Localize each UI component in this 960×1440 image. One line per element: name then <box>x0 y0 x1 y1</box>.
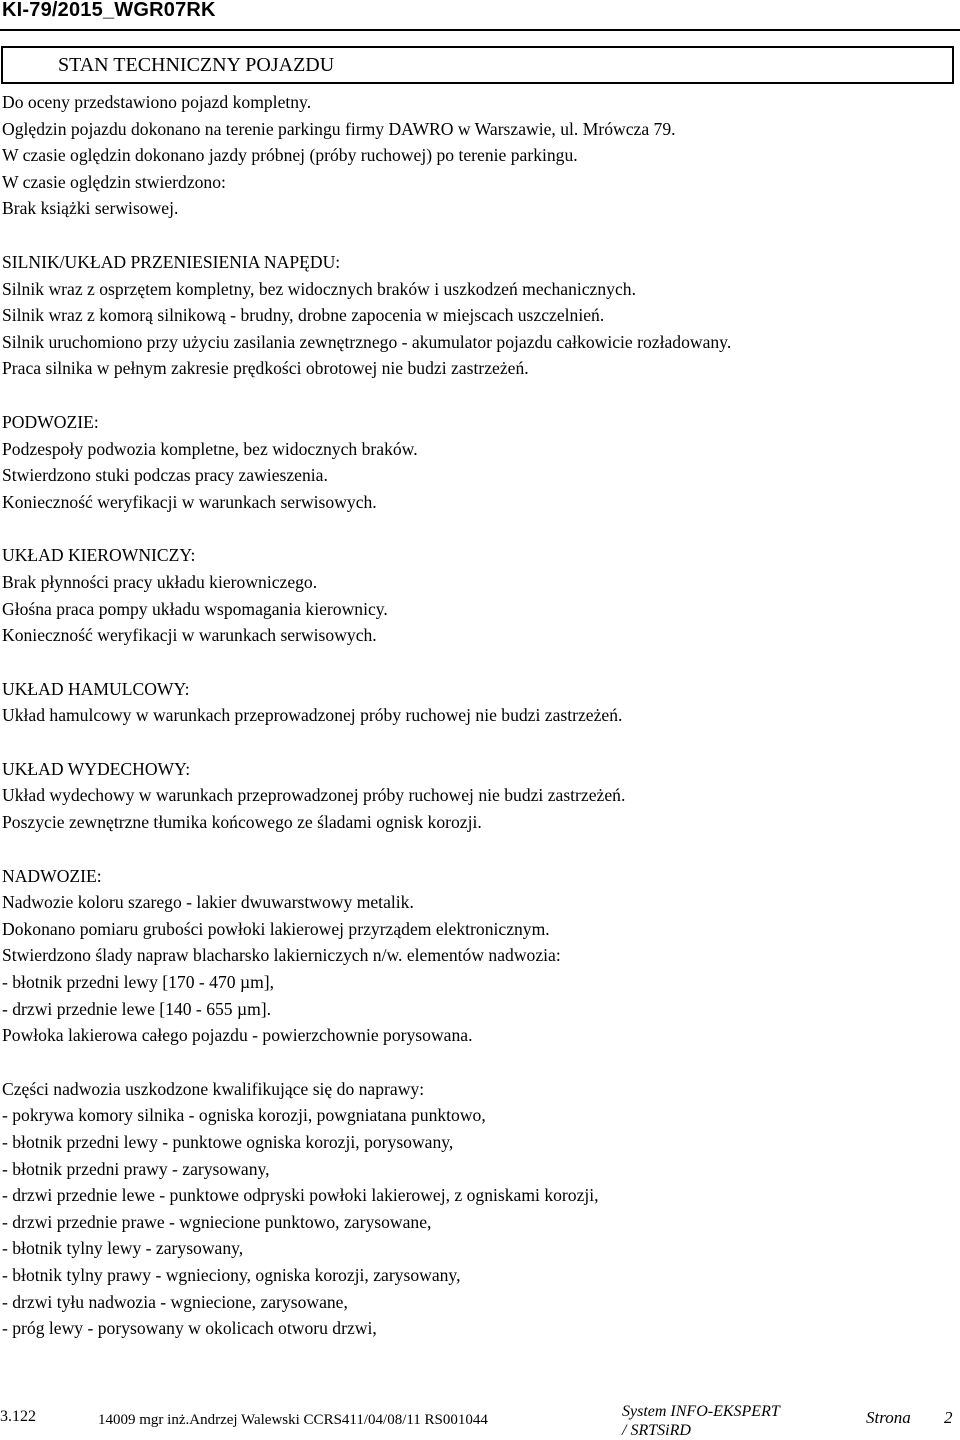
list-item: - pokrywa komory silnika - ogniska korozji, powgniatana punktowo, <box>2 1105 486 1126</box>
section-line: Dokonano pomiaru grubości powłoki lakierowej przyrządem elektronicznym. <box>2 918 550 939</box>
list-item: - błotnik tylny prawy - wgnieciony, ogniska korozji, zarysowany, <box>2 1264 461 1285</box>
section-heading-engine: SILNIK/UKŁAD PRZENIESIENIA NAPĘDU: <box>2 251 341 272</box>
section-line: Stwierdzono stuki podczas pracy zawieszenia. <box>2 465 328 486</box>
section-line: Układ wydechowy w warunkach przeprowadzonej próby ruchowej nie budzi zastrzeżeń. <box>2 785 626 806</box>
section-heading-brakes: UKŁAD HAMULCOWY: <box>2 678 190 699</box>
section-line: Stwierdzono ślady napraw blacharsko lakierniczych n/w. elementów nadwozia: <box>2 945 561 966</box>
section-line: Układ hamulcowy w warunkach przeprowadzonej próby ruchowej nie budzi zastrzeżeń. <box>2 705 623 726</box>
header-rule <box>0 29 960 31</box>
spacer <box>2 222 960 249</box>
section-line: Powłoka lakierowa całego pojazdu - powierzchownie porysowana. <box>2 1025 473 1046</box>
footer-system <box>622 1402 780 1440</box>
intro-line: W czasie oględzin stwierdzono: <box>2 171 226 192</box>
section-line: Silnik wraz z osprzętem kompletny, bez widocznych braków i uszkodzeń mechanicznych. <box>2 278 636 299</box>
section-line: - błotnik przedni lewy [170 - 470 µm], <box>2 972 275 993</box>
section-line: Praca silnika w pełnym zakresie prędkości obrotowej nie budzi zastrzeżeń. <box>2 358 529 379</box>
section-line: Nadwozie koloru szarego - lakier dwuwarstwowy metalik. <box>2 892 414 913</box>
section-line: Silnik wraz z komorą silnikową - brudny, drobne zapocenia w miejscach uszczelnień. <box>2 305 605 326</box>
intro-line: Do oceny przedstawiono pojazd kompletny. <box>2 92 312 112</box>
section-line: Silnik uruchomiono przy użyciu zasilania zewnętrznego - akumulator pojazdu całkowicie rozładowany. <box>2 331 732 352</box>
footer-system-line1: System INFO-EKSPERT <box>622 1403 780 1420</box>
report-body <box>2 89 960 1342</box>
section-title-box <box>1 46 954 84</box>
intro-line: W czasie oględzin dokonano jazdy próbnej (próby ruchowej) po terenie parkingu. <box>2 145 578 166</box>
intro-line: Oględzin pojazdu dokonano na terenie parkingu firmy DAWRO w Warszawie, ul. Mrówcza 79. <box>2 118 676 139</box>
footer-system-line2: / SRTSiRD <box>622 1422 691 1439</box>
list-item: - błotnik przedni prawy - zarysowany, <box>2 1158 270 1179</box>
section-line: Konieczność weryfikacji w warunkach serwisowych. <box>2 625 377 646</box>
spacer <box>2 1049 960 1076</box>
spacer <box>2 382 960 409</box>
spacer <box>2 836 960 863</box>
list-item: - próg lewy - porysowany w okolicach otworu drzwi, <box>2 1318 377 1339</box>
list-item: - drzwi przednie lewe - punktowe odpryski powłoki lakierowej, z ogniskami korozji, <box>2 1185 599 1206</box>
spacer <box>2 649 960 676</box>
section-heading-damaged-parts: Części nadwozia uszkodzone kwalifikujące się do naprawy: <box>2 1078 425 1099</box>
page-footer <box>0 1398 960 1438</box>
section-line: Podzespoły podwozia kompletne, bez widocznych braków. <box>2 438 418 459</box>
document-id: KI-79/2015_WGR07RK <box>2 0 216 21</box>
section-heading-steering: UKŁAD KIEROWNICZY: <box>2 545 196 566</box>
section-title: STAN TECHNICZNY POJAZDU <box>58 54 335 76</box>
section-heading-chassis: PODWOZIE: <box>2 411 99 432</box>
section-line: Poszycie zewnętrzne tłumika końcowego ze śladami ognisk korozji. <box>2 812 482 833</box>
list-item: - błotnik tylny lewy - zarysowany, <box>2 1238 244 1259</box>
footer-author: 14009 mgr inż.Andrzej Walewski CCRS411/04/08/11 RS001044 <box>98 1412 488 1428</box>
section-line: Brak płynności pracy układu kierowniczego. <box>2 571 318 592</box>
section-heading-body: NADWOZIE: <box>2 865 102 886</box>
section-heading-exhaust: UKŁAD WYDECHOWY: <box>2 758 191 779</box>
spacer <box>2 729 960 756</box>
section-line: Konieczność weryfikacji w warunkach serwisowych. <box>2 491 377 512</box>
intro-line: Brak książki serwisowej. <box>2 198 179 219</box>
section-line: Głośna praca pompy układu wspomagania kierownicy. <box>2 598 388 619</box>
footer-page-label: Strona <box>866 1408 911 1427</box>
list-item: - drzwi tyłu nadwozia - wgniecione, zarysowane, <box>2 1291 348 1312</box>
list-item: - błotnik przedni lewy - punktowe ogniska korozji, porysowany, <box>2 1132 454 1152</box>
list-item: - drzwi przednie prawe - wgniecione punktowo, zarysowane, <box>2 1211 432 1232</box>
footer-page-number: 2 <box>944 1408 953 1427</box>
section-line: - drzwi przednie lewe [140 - 655 µm]. <box>2 998 272 1019</box>
spacer <box>2 515 960 542</box>
footer-page-ref: 3.122 <box>0 1408 36 1425</box>
